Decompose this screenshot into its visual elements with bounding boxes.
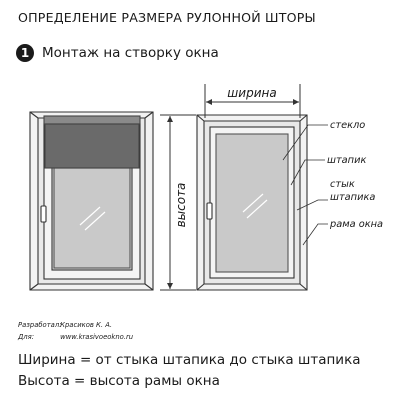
step-title: Монтаж на створку окна bbox=[42, 45, 219, 61]
left-window-glass bbox=[54, 168, 130, 268]
formula-width: Ширина = от стыка штапика до стыка штапика bbox=[18, 352, 361, 368]
credit-developer-value: Красиков К. А. bbox=[60, 321, 113, 329]
callout-joint-line1: стык bbox=[330, 179, 355, 190]
height-label: высота bbox=[174, 182, 188, 228]
right-window bbox=[197, 115, 307, 290]
callout-bead: штапик bbox=[327, 155, 367, 166]
left-window bbox=[30, 112, 153, 290]
width-label: ширина bbox=[227, 86, 277, 100]
right-window-glass bbox=[216, 134, 288, 272]
credit-developer bbox=[18, 321, 112, 329]
formula-height: Высота = высота рамы окна bbox=[18, 373, 220, 389]
step-number-badge: 1 bbox=[16, 44, 34, 62]
roller-blind-cassette bbox=[44, 116, 140, 124]
credit-for-value: www.krasivoeokno.ru bbox=[60, 333, 134, 341]
roller-blind-fabric bbox=[45, 124, 139, 168]
credit-for bbox=[18, 333, 133, 341]
left-window-handle bbox=[41, 206, 46, 222]
callout-frame: рама окна bbox=[330, 219, 384, 230]
credit-developer-key: Разработал: bbox=[18, 321, 62, 329]
callout-joint-line2: штапика bbox=[330, 192, 376, 203]
credit-for-key: Для: bbox=[18, 333, 35, 341]
callout-glass: стекло bbox=[330, 120, 366, 131]
right-window-handle bbox=[207, 203, 212, 219]
page-title: ОПРЕДЕЛЕНИЕ РАЗМЕРА РУЛОННОЙ ШТОРЫ bbox=[18, 10, 316, 25]
